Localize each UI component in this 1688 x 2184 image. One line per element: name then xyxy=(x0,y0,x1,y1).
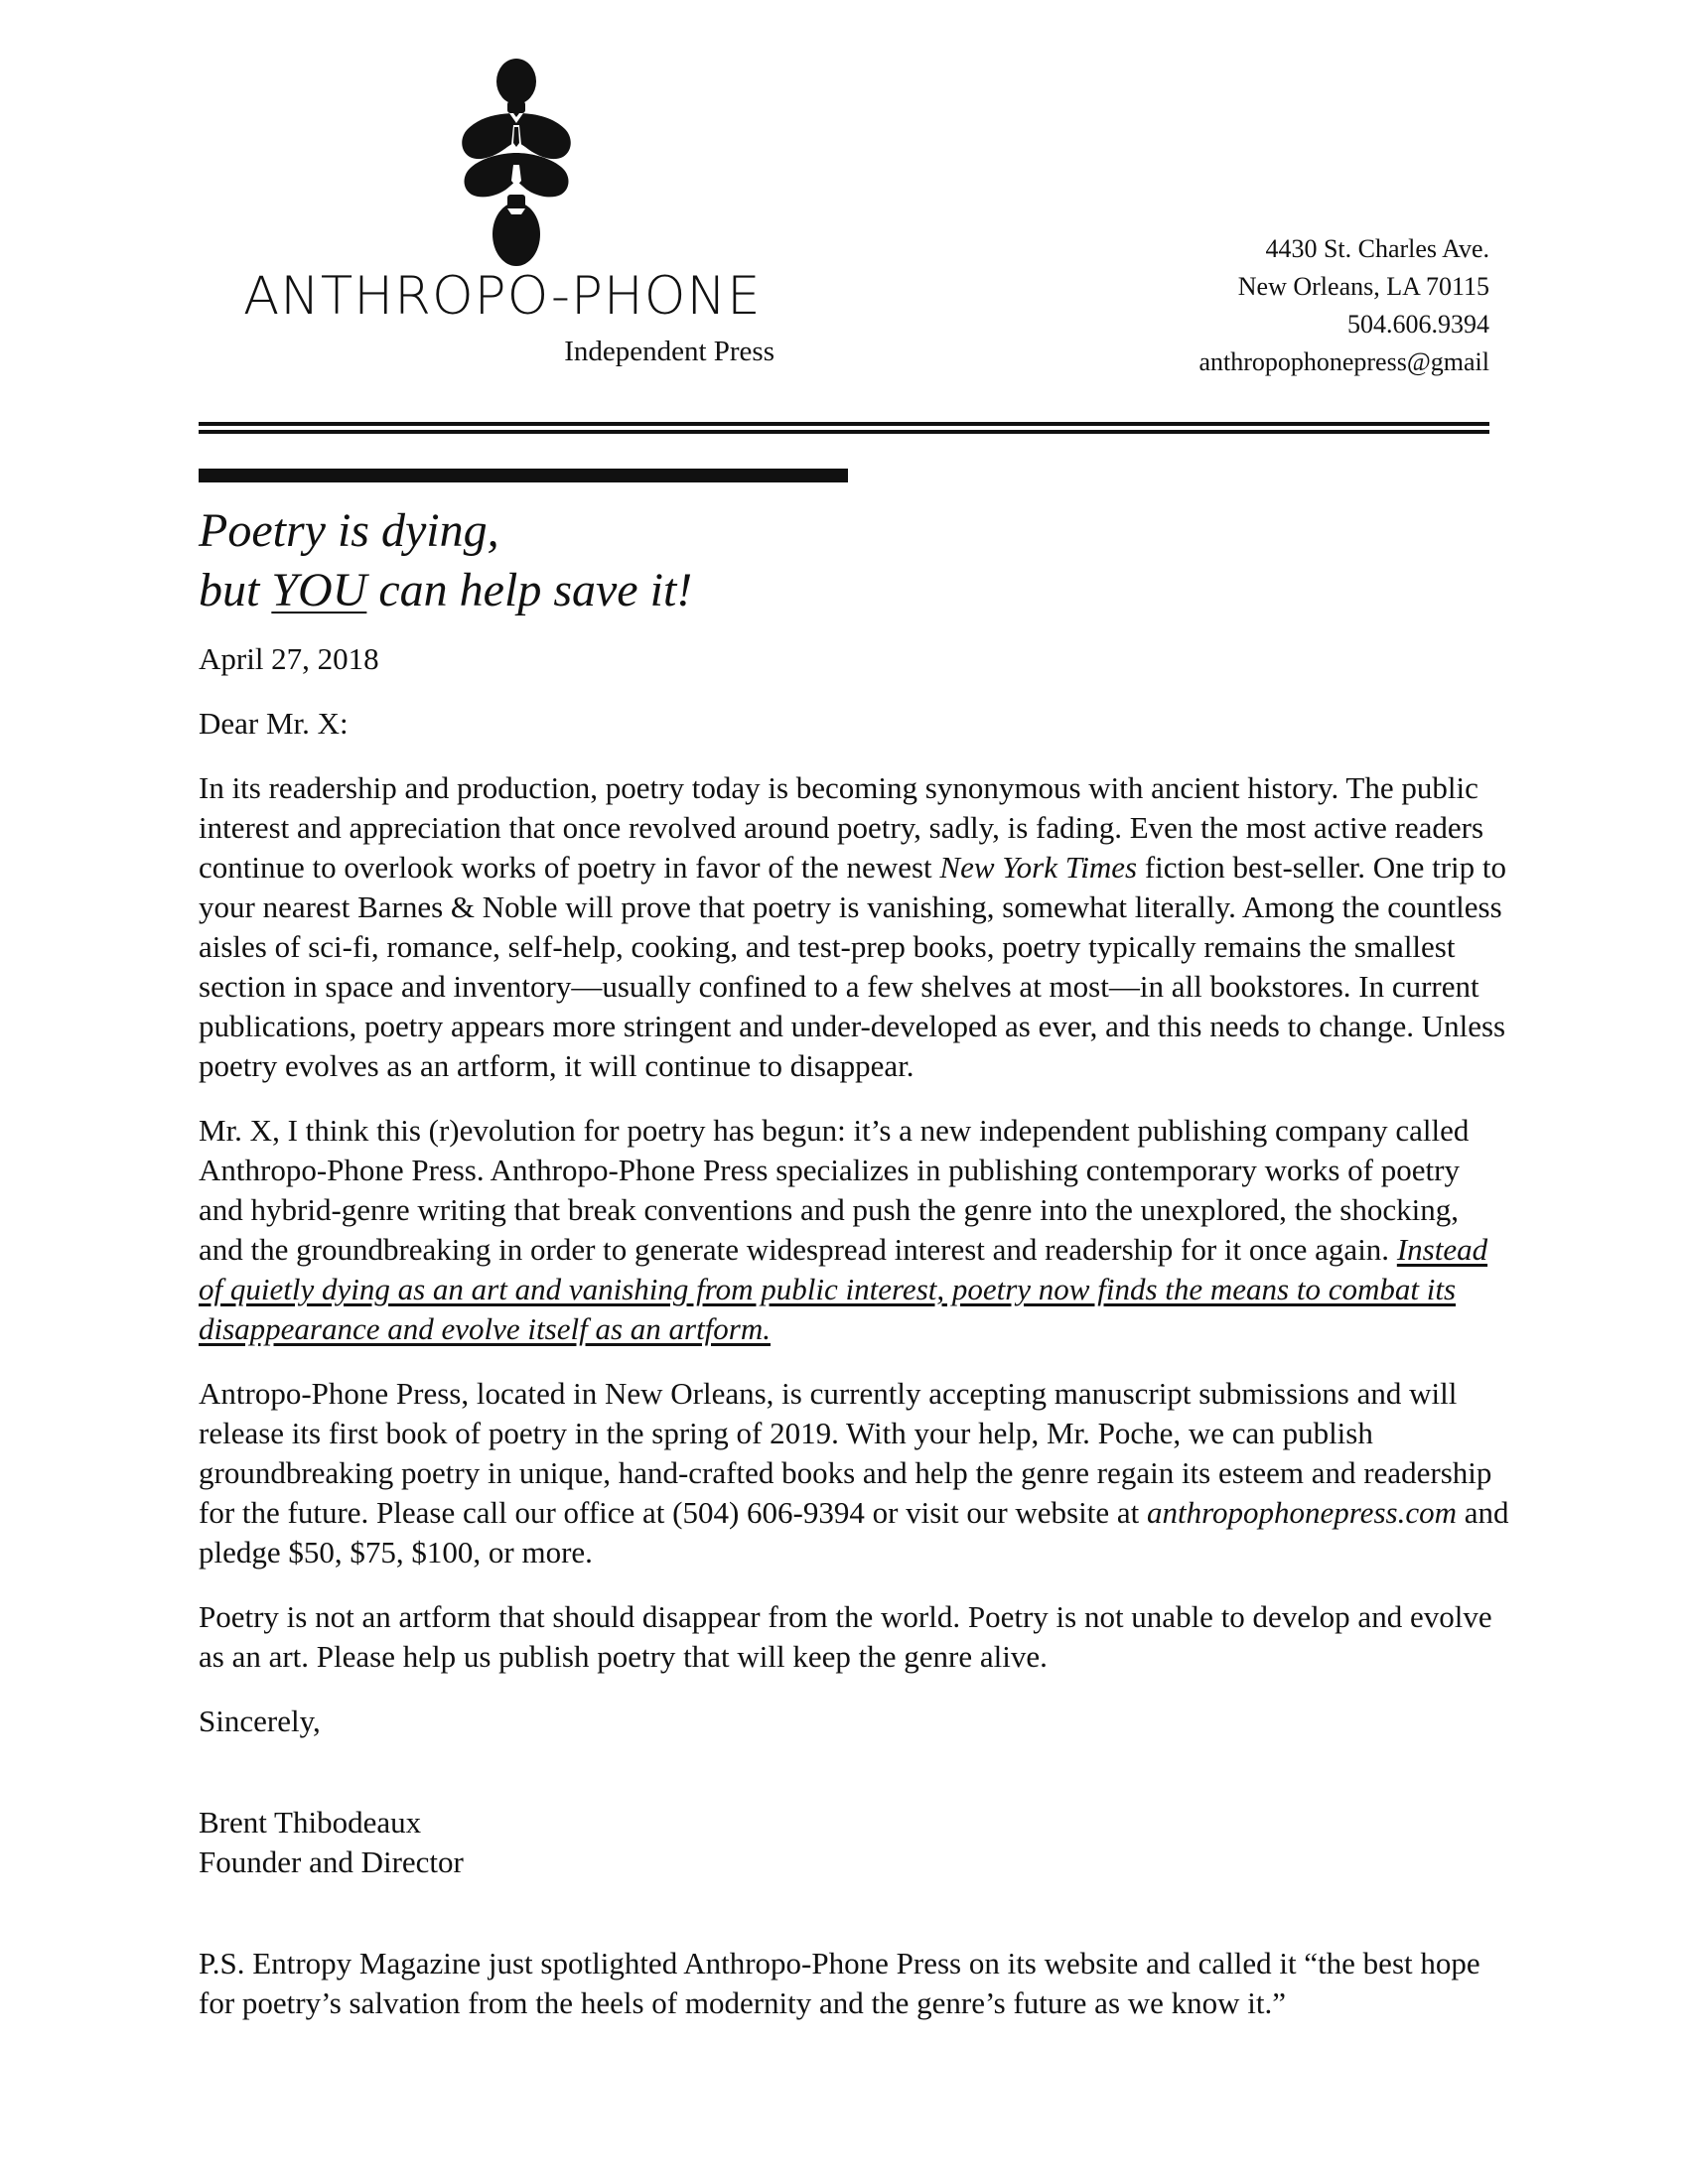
salutation: Dear Mr. X: xyxy=(199,706,349,741)
letter-body xyxy=(199,639,1509,2023)
paragraph-3: Antropo-Phone Press, located in New Orleans, is currently accepting manuscript submissions and will release its first book of poetry in the spring of 2019. With your help, Mr. Poche, we can publish groundbreaking poetry in unique, hand-crafted books and help the genre regain its esteem and readership for the future. Please call our office at (504) 606-9394 or visit our website at anthropophonepress.com and pledge $50, $75, $100, or more. xyxy=(199,1376,1509,1570)
address-city: New Orleans, LA 70115 xyxy=(1237,272,1489,301)
signer-title: Founder and Director xyxy=(199,1844,464,1879)
headline-line-1: Poetry is dying, xyxy=(199,504,499,557)
redaction-bar xyxy=(199,469,848,482)
press-subtitle: Independent Press xyxy=(564,336,774,367)
address-street: 4430 St. Charles Ave. xyxy=(1265,234,1489,263)
letter-date: April 27, 2018 xyxy=(199,641,379,676)
address-email: anthropophonepress@gmail xyxy=(1198,347,1489,376)
logo-head xyxy=(496,59,536,104)
headline-emphasis: YOU xyxy=(271,564,367,616)
closing: Sincerely, xyxy=(199,1704,321,1738)
website-link: anthropophonepress.com xyxy=(1146,1495,1457,1530)
header-rule-bottom xyxy=(199,430,1489,434)
headline xyxy=(199,501,692,620)
press-logo xyxy=(458,58,575,270)
address-block xyxy=(993,230,1489,381)
paragraph-2: Mr. X, I think this (r)evolution for poetry has begun: it’s a new independent publishing company called Anthropo-Phone Press. Anthropo-Phone Press specializes in publishing contemporary works of poetry and hybrid-genre writing that break conventions and push the genre into the unexplored, the shocking, and the groundbreaking in order to generate widespread interest and readership for it once again. Instead of quietly dying as an art and vanishing from public interest, poetry now finds the means to combat its disappearance and evolve itself as an artform. xyxy=(199,1113,1488,1346)
paragraph-4: Poetry is not an artform that should disappear from the world. Poetry is not unable to develop and evolve as an art. Please help us publish poetry that will keep the genre alive. xyxy=(199,1599,1492,1674)
signer-name: Brent Thibodeaux xyxy=(199,1805,422,1840)
header-rule-top xyxy=(199,422,1489,426)
emphasized-statement: Instead of quietly dying as an art and vanishing from public interest, poetry now finds the means to combat its disappearance and evolve itself as an artform. xyxy=(199,1232,1488,1346)
headline-line-2: but YOU can help save it! xyxy=(199,564,693,616)
paragraph-1: In its readership and production, poetry today is becoming synonymous with ancient history. The public interest and appreciation that once revolved around poetry, sadly, is fading. Even the most active readers continue to overlook works of poetry in favor of the newest New York Times fiction best-seller. One trip to your nearest Barnes & Noble will prove that poetry is vanishing, somewhat literally. Among the countless aisles of sci-fi, romance, self-help, cooking, and test-prep books, poetry typically remains the smallest section in space and inventory—usually confined to a few shelves at most—in all bookstores. In current publications, poetry appears more stringent and under-developed as ever, and this needs to change. Unless poetry evolves as an artform, it will continue to disappear. xyxy=(199,770,1507,1083)
postscript: P.S. Entropy Magazine just spotlighted Anthropo-Phone Press on its website and called it “the best hope for poetry’s salvation from the heels of modernity and the genre’s future as we know it.” xyxy=(199,1946,1480,2020)
signature-block xyxy=(199,1803,1509,1882)
address-phone: 504.606.9394 xyxy=(1347,310,1489,339)
press-name: ANTHROPO-PHONE xyxy=(243,266,762,327)
newspaper-title: New York Times xyxy=(939,850,1138,885)
